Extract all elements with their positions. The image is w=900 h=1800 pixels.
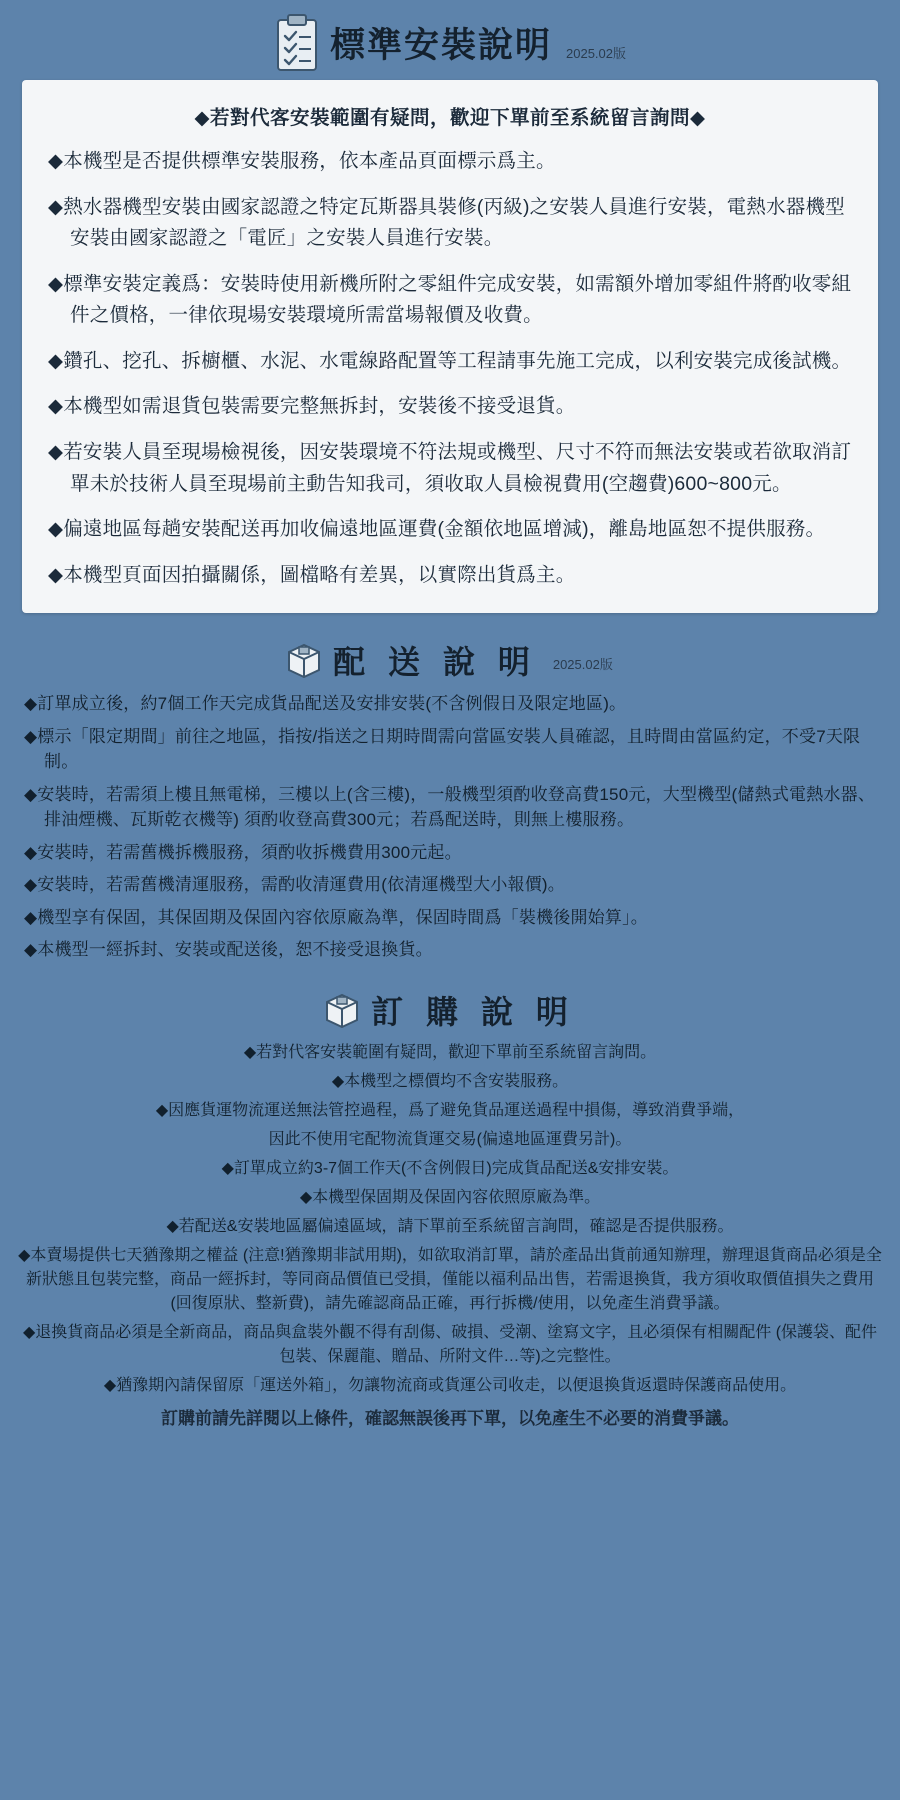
section3-line-9: ◆猶豫期內請保留原「運送外箱」，勿讓物流商或貨運公司收走，以便退換貨返還時保護商品使用。 [103, 1376, 797, 1394]
section1-intro: ◆若對代客安裝範圍有疑問，歡迎下單前至系統留言詢問◆ [194, 107, 706, 129]
section1-header [0, 0, 900, 80]
section1-bullet-1: ◆熱水器機型安裝由國家認證之特定瓦斯器具裝修(丙級)之安裝人員進行安裝，電熱水器機型安裝由國家認證之「電匠」之安裝人員進行安裝。 [48, 195, 845, 250]
section2-version: 2025.02版 [552, 657, 613, 673]
section1-card [22, 80, 878, 613]
section2-list [0, 691, 900, 963]
section3-line-2: ◆因應貨運物流運送無法管控過程，爲了避免貨品運送過程中損傷，導致消費爭端， [155, 1101, 745, 1119]
section3-line-8: ◆退換貨商品必須是全新商品，商品與盒裝外觀不得有刮傷、破損、受潮、塗寫文字，且必須保有相關配件 (保護袋、配件包裝、保麗龍、贈品、所附文件…等)之完整性。 [22, 1323, 878, 1365]
section2-bullet-6: ◆本機型一經拆封、安裝或配送後，恕不接受退換貨。 [24, 940, 433, 960]
section3-line-1: ◆本機型之標價均不含安裝服務。 [331, 1072, 569, 1090]
section3-line-6: ◆若配送&安裝地區屬偏遠區域，請下單前至系統留言詢問，確認是否提供服務。 [166, 1217, 734, 1235]
section1-bullet-6: ◆偏遠地區每趟安裝配送再加收偏遠地區運費(金額依地區增減)，離島地區恕不提供服務。 [48, 518, 826, 541]
section1-bullet-4: ◆本機型如需退貨包裝需要完整無拆封，安裝後不接受退貨。 [48, 395, 576, 418]
section2-bullet-2: ◆安裝時，若需須上樓且無電梯，三樓以上(含三樓)，一般機型須酌收登高費150元，大型機型(儲熱式電熱水器、排油煙機、瓦斯乾衣機等) 須酌收登高費300元；若爲配送時，則無上樓服務。 [24, 784, 876, 830]
section2-bullet-1: ◆標示「限定期間」前往之地區，指按/指送之日期時間需向當區安裝人員確認，且時間由當區約定，不受7天限制。 [24, 726, 861, 772]
section2-bullet-5: ◆機型享有保固，其保固期及保固內容依原廠為準，保固時間爲「裝機後開始算」。 [24, 907, 648, 927]
section1-bullet-3: ◆鑽孔、挖孔、拆櫥櫃、水泥、水電線路配置等工程請事先施工完成，以利安裝完成後試機。 [48, 349, 852, 372]
box-icon [325, 992, 359, 1028]
section2-bullet-0: ◆訂單成立後，約7個工作天完成貨品配送及安排安裝(不含例假日及限定地區)。 [24, 694, 627, 714]
section3-title: 訂 購 說 明 [371, 993, 575, 1030]
section1-version: 2025.02版 [566, 46, 626, 61]
section2-header [0, 637, 900, 683]
section1-bullet-2: ◆標準安裝定義爲：安裝時使用新機所附之零組件完成安裝，如需額外增加零組件將酌收零組件之價格，一律依現場安裝環境所需當場報價及收費。 [48, 272, 852, 327]
section2-title: 配 送 說 明 [333, 644, 537, 681]
section3-line-4: ◆訂單成立約3-7個工作天(不含例假日)完成貨品配送&安排安裝。 [221, 1159, 679, 1177]
section3-body [0, 1041, 900, 1429]
clipboard-icon [274, 14, 320, 72]
section3-line-7: ◆本賣場提供七天猶豫期之權益 (注意!猶豫期非試用期)，如欲取消訂單，請於產品出貨前通知辦理，辦理退貨商品必須是全新狀態且包裝完整，商品一經拆封，等同商品價值已受損，僅能以福利品出售，若需退換貨，我方須收取價值損失之費用(回復原狀、整新費)，請先確認商品正確，再行拆機/使用，以免產生消費爭議。 [18, 1246, 882, 1312]
section2-bullet-4: ◆安裝時，若需舊機清運服務，需酌收清運費用(依清運機型大小報價)。 [24, 875, 565, 895]
section1-bullet-5: ◆若安裝人員至現場檢視後，因安裝環境不符法規或機型、尺寸不符而無法安裝或若欲取消訂單未於技術人員至現場前主動告知我司，須收取人員檢視費用(空趨費)600~800元。 [48, 441, 852, 495]
box-icon [287, 642, 321, 678]
section3-line-5: ◆本機型保固期及保固內容依照原廠為準。 [299, 1188, 601, 1206]
section3-line-3: 因此不使用宅配物流貨運交易(偏遠地區運費另計)。 [268, 1130, 632, 1148]
section3-line-0: ◆若對代客安裝範圍有疑問，歡迎下單前至系統留言詢問。 [243, 1043, 657, 1061]
section2-bullet-3: ◆安裝時，若需舊機拆機服務，須酌收拆機費用300元起。 [24, 842, 462, 862]
section1-title: 標準安裝說明 [329, 26, 552, 65]
section3-footer: 訂購前請先詳閱以上條件，確認無誤後再下單，以免產生不必要的消費爭議。 [161, 1408, 739, 1428]
section1-bullet-0: ◆本機型是否提供標準安裝服務，依本產品頁面標示爲主。 [48, 150, 556, 172]
section3-header [0, 987, 900, 1033]
section1-bullet-7: ◆本機型頁面因拍攝關係，圖檔略有差異，以實際出貨爲主。 [48, 563, 576, 586]
